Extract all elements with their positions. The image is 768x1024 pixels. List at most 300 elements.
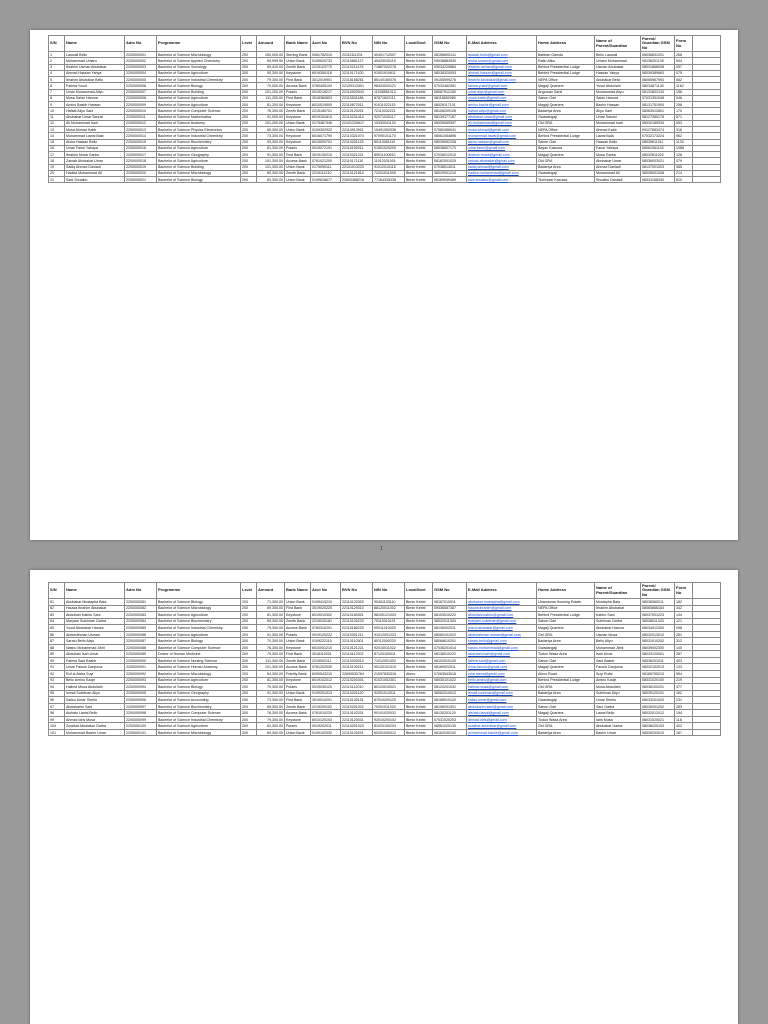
table-cell: Musa Abdullahi [595, 684, 641, 691]
email-link[interactable]: abdulkarim.sani@gmail.com [467, 703, 537, 710]
table-cell: 200 [241, 644, 257, 651]
table-cell: 4 [49, 70, 65, 76]
email-link[interactable]: yusuf.abubakar@gmail.com [467, 625, 537, 632]
table-cell: 08169549489 [433, 177, 467, 183]
table-cell: 2200000017 [125, 152, 157, 158]
table-cell: 126 [675, 152, 693, 158]
table-cell: 87871602111 [373, 95, 405, 101]
table-cell: 22110211476 [341, 64, 373, 70]
table-cell: Bachelor of Science Agriculture [157, 631, 241, 638]
table-cell: Bayan Kasuwa [537, 145, 595, 151]
table-cell: Ahmad Danladi [595, 164, 641, 170]
table-cell: Union Bank [285, 690, 311, 697]
table-cell: 2200000083 [125, 612, 157, 619]
table-cell: Birnin Kebbi [405, 612, 433, 619]
table-cell: Birnin Kebbi [405, 625, 433, 632]
email-link[interactable]: umar.faruk@gmail.com [467, 145, 537, 151]
table-cell: 22101230617 [341, 120, 373, 126]
table-cell: 231 [675, 697, 693, 704]
table-cell: Muhammad Jibril [595, 644, 641, 651]
table-cell: 88120011002 [373, 605, 405, 612]
column-header-blank [693, 583, 721, 599]
email-link[interactable]: ibrahim.musa@gmail.com [467, 152, 537, 158]
table-cell: 200 [241, 70, 257, 76]
email-link[interactable]: halima.musa@gmail.com [467, 684, 537, 691]
table-cell: 08039002300 [641, 644, 675, 651]
table-cell: 22110102201 [341, 710, 373, 717]
table-cell: 07060456041 [433, 127, 467, 133]
table-row [49, 177, 721, 183]
table-cell: 2200000087 [125, 638, 157, 645]
table-cell: Behind Presidential Lodge [537, 64, 595, 70]
table-cell: 09034229884 [433, 64, 467, 70]
table-cell: 200 [241, 703, 257, 710]
table-cell: Abdulkarim Sani [65, 703, 125, 710]
table-cell: Birnin Kebbi [405, 664, 433, 671]
table-cell: 0109222110 [311, 638, 341, 645]
table-cell: 2200000020 [125, 170, 157, 176]
table-cell: Ismail Suleiman Aliyu [65, 690, 125, 697]
column-header-blank [693, 36, 721, 52]
email-link[interactable]: abdullahi.isah@gmail.com [467, 651, 537, 658]
table-cell: Ibrahim Musa Garba [65, 152, 125, 158]
table-cell: 22110201023 [341, 723, 373, 730]
table-cell: Ali Muhammad Isah [65, 120, 125, 126]
table-cell: 200 [241, 729, 257, 736]
table-cell: 69,300.00 [257, 605, 285, 612]
email-link[interactable]: musa.ahmad@gmail.com [467, 127, 537, 133]
table-cell: 08032012012 [641, 710, 675, 717]
table-cell: 057 [675, 64, 693, 70]
column-header: Name [65, 583, 125, 599]
table-cell: Bachelor of Science Biochemistry [157, 139, 241, 145]
table-cell: Old GRA [537, 723, 595, 730]
table-cell: Yusuf Abdullahi [595, 83, 641, 89]
table-cell: 08039389663 [641, 70, 675, 76]
table-cell: Usman Abubakar [595, 64, 641, 70]
email-link[interactable]: aminu.bashir@gmail.com [467, 102, 537, 108]
table-cell: Old GRA [537, 120, 595, 126]
table-cell: Bachelor of Science Microbiology [157, 52, 241, 58]
table-cell: 71012001302 [373, 657, 405, 664]
email-link[interactable]: ismail.suleiman@gmail.com [467, 690, 537, 697]
table-cell: 08139377187 [433, 114, 467, 120]
table-cell: 200 [241, 723, 257, 730]
table-cell: 08061061192 [641, 145, 675, 151]
table-cell: 2200000002 [125, 58, 157, 64]
table-cell: 81,200.00 [257, 102, 285, 108]
email-link[interactable]: aisha.hassan@gmail.com [467, 139, 537, 145]
table-cell: 053 [675, 120, 693, 126]
table-cell: 08102010120 [433, 657, 467, 664]
table-cell: Sabon Gari [537, 657, 595, 664]
table-cell: 10491052036 [373, 127, 405, 133]
table-cell: 200 [241, 102, 257, 108]
table-cell: 64,300.00 [257, 671, 285, 678]
table-cell: Saratu Bello Aliyu [65, 638, 125, 645]
table-cell: Abubakar Umar [595, 158, 641, 164]
table-cell: 2200000101 [125, 729, 157, 736]
table-cell: Sterling Bank [285, 52, 311, 58]
document-page-1 [30, 30, 738, 552]
table-cell: 08037001223 [641, 612, 675, 619]
table-cell: 90011010320 [373, 625, 405, 632]
table-cell: 08031020100 [641, 677, 675, 684]
table-cell: 162 [675, 690, 693, 697]
table-cell: 101 [49, 729, 65, 736]
table-cell: Badariya Area [537, 638, 595, 645]
table-cell: Bachelor of Science Agriculture [157, 70, 241, 76]
table-cell: Magaji Quarters [537, 710, 595, 717]
table-cell: Bachelor of Science Physics Electronics [157, 127, 241, 133]
email-link[interactable]: lauwali.bello@gmail.com [467, 52, 537, 58]
email-link[interactable]: muhammad.bashir@gmail.com [467, 729, 537, 736]
table-cell: 200 [241, 631, 257, 638]
table-cell: 91001910611 [373, 70, 405, 76]
table-cell: 2215111210 [311, 170, 341, 176]
table-cell: Abubakar Bello [595, 77, 641, 83]
column-header: Form No [675, 583, 693, 599]
table-cell: 22110913921 [341, 127, 373, 133]
table-cell: 6019010302 [311, 612, 341, 619]
table-cell: 101,300.00 [257, 164, 285, 170]
table-cell: 200 [241, 697, 257, 704]
table-cell: 80201030012 [373, 729, 405, 736]
table-cell: Sadiq Ahmad Danladi [65, 164, 125, 170]
table-cell: 08136201139 [641, 58, 675, 64]
table-cell: 08035201202 [641, 703, 675, 710]
email-link[interactable]: ibrahim.abubakar@gmail.com [467, 77, 537, 83]
table-cell: Birnin Kebbi [405, 599, 433, 606]
table-cell: NEPA Office [537, 77, 595, 83]
table-cell: 91,300.00 [257, 690, 285, 697]
table-cell: Badariya Area [537, 690, 595, 697]
table-cell: 111,300.00 [257, 657, 285, 664]
table-cell: Birnin Kebbi [405, 114, 433, 120]
table-cell: Birnin Kebbi [405, 697, 433, 704]
table-cell: 80120010021 [373, 684, 405, 691]
email-link[interactable]: nasiru.muhammad@gmail.com [467, 644, 537, 651]
email-link[interactable]: muhammad.lawal@gmail.com [467, 133, 537, 139]
email-link[interactable]: rufai.aisha@gmail.com [467, 671, 537, 678]
table-cell: 08116692080 [433, 95, 467, 101]
column-header: Amount [257, 583, 285, 599]
table-cell: Muhammad Isah [595, 120, 641, 126]
table-cell: Saidu Haruna [595, 95, 641, 101]
table-cell: Bachelor of Science Agriculture [157, 612, 241, 619]
email-link[interactable]: fatima.yusuf@gmail.com [467, 83, 537, 89]
table-cell: Fidelity Bank [285, 671, 311, 678]
table-cell: 194 [675, 710, 693, 717]
table-cell: Ahmad Idris Musa [65, 716, 125, 723]
email-link[interactable]: aishatu.lawal@gmail.com [467, 710, 537, 717]
email-link[interactable]: hauwa.ibrahim@gmail.com [467, 605, 537, 612]
table-cell: 200 [241, 89, 257, 95]
table-cell: 08034012300 [641, 625, 675, 632]
email-link[interactable]: zulaihat.abubakar@gmail.com [467, 723, 537, 730]
table-cell: Hassan Yahya [595, 70, 641, 76]
table-cell: Bachelor of Science Microbiology [157, 605, 241, 612]
email-link[interactable]: hafsat.aliyu@gmail.com [467, 108, 537, 114]
table-cell: 2200000091 [125, 664, 157, 671]
table-cell-blank [693, 729, 721, 736]
table-cell: Polaris [285, 89, 311, 95]
table-cell: 20 [49, 170, 65, 176]
table-cell: Aisha Hassan Bello [65, 139, 125, 145]
table-cell: Polaris [285, 145, 311, 151]
table-cell: Birnin Kebbi [405, 170, 433, 176]
table-cell: 08120201032 [433, 684, 467, 691]
email-link[interactable]: umar.aliyu@gmail.com [467, 89, 537, 95]
table-cell: Zenith Bank [285, 657, 311, 664]
table-cell: Birnin Kebbi [405, 638, 433, 645]
table-cell: Sabon Gari [537, 95, 595, 101]
email-link[interactable]: hadiza.muhammad@gmail.com [467, 170, 537, 176]
table-cell: 08036631201 [641, 52, 675, 58]
table-cell: 69,300.00 [257, 618, 285, 625]
table-cell: 6090543210 [311, 671, 341, 678]
table-cell: Birnin Kebbi [405, 133, 433, 139]
table-cell: Usman Musa [595, 631, 641, 638]
table-cell: 200 [241, 139, 257, 145]
table-cell: 10 [49, 108, 65, 114]
table-cell: 2200000096 [125, 697, 157, 704]
table-cell: 2200000084 [125, 618, 157, 625]
table-cell: Umar Shehu [595, 697, 641, 704]
table-cell: 2215030181 [311, 618, 341, 625]
table-cell: 87 [49, 638, 65, 645]
table-cell: Magaji Quarters [537, 152, 595, 158]
table-cell: 08168010120 [433, 697, 467, 704]
table-cell: Magaji Quarters [537, 664, 595, 671]
table-cell: 145 [675, 644, 693, 651]
table-cell: Abubakar Mustapha Bala [65, 599, 125, 606]
email-link[interactable]: ahmad.hassan@gmail.com [467, 70, 537, 76]
table-cell: 2200000092 [125, 671, 157, 678]
table-cell: 6016071790 [311, 133, 341, 139]
table-cell: 2215002111 [311, 657, 341, 664]
table-cell: 101,200.00 [257, 120, 285, 126]
email-link[interactable]: musa.saidu@gmail.com [467, 95, 537, 101]
table-cell-blank [693, 177, 721, 183]
table-cell: Polaris [285, 723, 311, 730]
table-cell: Bachelor of Science Computer Science [157, 108, 241, 114]
table-cell: 90401103110 [373, 599, 405, 606]
table-cell: Abubakar Umar Sanusi [65, 114, 125, 120]
email-link[interactable]: ali.muhammad@gmail.com [467, 120, 537, 126]
table-cell: Birnin Kebbi [405, 58, 433, 64]
table-cell: 2200000005 [125, 77, 157, 83]
table-cell: Birnin Kebbi [405, 127, 433, 133]
column-header: Bank Name [285, 36, 311, 52]
table-cell: Bachelor of Science Mathematics [157, 114, 241, 120]
table-cell: 101,300.00 [257, 158, 285, 164]
table-cell: 22110321221 [341, 152, 373, 158]
table-cell: 6019350118 [311, 70, 341, 76]
table-cell: Birnin Kebbi [405, 690, 433, 697]
table-cell: 19 [49, 164, 65, 170]
table-cell: 12 [49, 120, 65, 126]
table-cell: Bashir Hassan [595, 102, 641, 108]
table-cell: Bashir Umar [595, 729, 641, 736]
table-cell: Bachelor of Science Industrial Chemistry [157, 77, 241, 83]
table-cell: 0109616677 [311, 177, 341, 183]
table-cell: 0175090111 [311, 164, 341, 170]
table-cell: 08033168340 [641, 177, 675, 183]
table-cell: Birnin Kebbi [405, 684, 433, 691]
email-link[interactable]: sadiq.ahmad@gmail.com [467, 164, 537, 170]
table-cell: 6 [49, 83, 65, 89]
table-cell: Bachelor of Science Biochemistry [157, 618, 241, 625]
table-cell: 07063543016 [433, 671, 467, 678]
table-cell: 2200000082 [125, 605, 157, 612]
table-cell: 101,200.00 [257, 89, 285, 95]
table-cell: 200 [241, 657, 257, 664]
table-cell: 403 [675, 657, 693, 664]
table-cell: 85140160076 [373, 77, 405, 83]
table-cell: 22110171100 [341, 70, 373, 76]
table-cell: 8 [49, 95, 65, 101]
table-cell: 200 [241, 133, 257, 139]
table-cell: Ubandoma Housing Estate [537, 599, 595, 606]
email-link[interactable]: ahmad.idris@gmail.com [467, 716, 537, 723]
table-cell: 200 [241, 625, 257, 632]
table-cell: 0019072191 [311, 145, 341, 151]
email-link[interactable]: muhd.umaru@gmail.com [467, 58, 537, 64]
table-cell: 22110120031 [341, 716, 373, 723]
table-cell: Birnin Kebbi [405, 89, 433, 95]
table-cell: 200 [241, 120, 257, 126]
table-cell: 92010011022 [373, 644, 405, 651]
table-cell: 2200000088 [125, 644, 157, 651]
table-cell: 91011022115 [373, 102, 405, 108]
table-cell: Gwadangaji [537, 644, 595, 651]
email-link[interactable]: sadi.shuaibu@gmail.com [467, 177, 537, 183]
table-cell: 2200000019 [125, 164, 157, 170]
email-link[interactable]: abdulrahman.usman@gmail.com [467, 631, 537, 638]
email-link[interactable]: fatima.sani@gmail.com [467, 657, 537, 664]
table-cell: 08067912180 [433, 89, 467, 95]
table-cell: 69,410.00 [257, 64, 285, 70]
table-cell: 98403520121 [373, 83, 405, 89]
table-cell: Faruk Yahaya [595, 145, 641, 151]
table-cell: Muhammad Lawal Bala [65, 133, 125, 139]
table-cell: 1162 [675, 83, 693, 89]
table-cell: 08063512801 [641, 108, 675, 114]
email-link[interactable]: abubakar.mustapha@gmail.com [467, 599, 537, 606]
table-cell: 11038561013 [373, 89, 405, 95]
table-cell: 200 [241, 77, 257, 83]
table-cell: 79,300.00 [257, 625, 285, 632]
table-cell: 08131802134 [641, 89, 675, 95]
table-cell: Badariya Area [537, 729, 595, 736]
table-cell: 200 [241, 618, 257, 625]
table-cell: 21097830316 [373, 671, 405, 678]
table-cell: 11 [49, 114, 65, 120]
email-link[interactable]: saratu.bello@gmail.com [467, 638, 537, 645]
email-link[interactable]: maryam.suleiman@gmail.com [467, 618, 537, 625]
table-cell: Sabon Gari [537, 618, 595, 625]
table-cell: Bachelor of Science Biology [157, 83, 241, 89]
table-cell: 22110120201 [341, 108, 373, 114]
table-cell: Suleiman Aliyu [595, 690, 641, 697]
email-link[interactable]: salisu.umar@gmail.com [467, 697, 537, 704]
table-cell: 200 [241, 177, 257, 183]
table-cell: Magaji Quarters [537, 83, 595, 89]
table-cell: 73,300.00 [257, 697, 285, 704]
table-cell: 09038884930 [433, 58, 467, 64]
table-cell: 84 [49, 618, 65, 625]
column-header: S/N [49, 583, 65, 599]
table-cell: 91501020200 [373, 145, 405, 151]
table-cell: Keystone [285, 716, 311, 723]
table-cell: Hafsat Aliyu Sani [65, 108, 125, 114]
table-cell: Bachelor of Science Building [157, 89, 241, 95]
students-table-page-2 [48, 582, 721, 736]
table-cell: 101,300.00 [257, 664, 285, 671]
table-cell: 91 [49, 664, 65, 671]
table-cell: 3012019901 [311, 77, 341, 83]
table-cell: 81,300.00 [257, 677, 285, 684]
table-cell: 182 [675, 599, 693, 606]
table-cell: Union Bank [285, 729, 311, 736]
email-link[interactable]: abdullahi.kabiru@gmail.com [467, 612, 537, 619]
table-cell: 07031391048 [641, 95, 675, 101]
table-cell: Aishatu Lawal Bello [65, 710, 125, 717]
table-cell: Umar Sanusi [595, 114, 641, 120]
table-cell: 94 [49, 684, 65, 691]
table-cell: 08031020021 [641, 716, 675, 723]
table-cell: 08169022011 [433, 664, 467, 671]
table-cell: Umar Muhammad Aliyu [65, 89, 125, 95]
table-cell: 22110171110 [341, 158, 373, 164]
column-header: Parent/ Guardian GSM No [641, 583, 675, 599]
table-cell: Bachelor of Science Building [157, 164, 241, 170]
table-cell: 283 [675, 703, 693, 710]
table-cell: Bachelor of Science Computer Science [157, 710, 241, 717]
email-link[interactable]: umar.farouk@gmail.com [467, 664, 537, 671]
table-cell: 22110130220 [341, 618, 373, 625]
table-cell: 93,300.00 [257, 139, 285, 145]
table-cell: 72110032221 [373, 108, 405, 114]
email-link[interactable]: ibrahim.usman@gmail.com [467, 64, 537, 70]
table-cell: Bachelor of Science Microbiology [157, 729, 241, 736]
table-cell: Access Bank [285, 710, 311, 717]
table-cell: 0761010220 [311, 710, 341, 717]
table-cell: 08108209106 [433, 108, 467, 114]
email-link[interactable]: abubakar.umar@gmail.com [467, 114, 537, 120]
table-cell: Magaji Quarters [537, 625, 595, 632]
table-cell: 342 [675, 605, 693, 612]
table-cell: Ahmad Hassan Yahya [65, 70, 125, 76]
table-cell: Bello Aliyu [595, 638, 641, 645]
table-cell: 79,300.00 [257, 716, 285, 723]
table-cell: NEPA Office [537, 127, 595, 133]
table-cell: 200 [241, 58, 257, 64]
table-cell: 08036020103 [641, 723, 675, 730]
table-cell: 1133 [675, 139, 693, 145]
table-cell: 87010200120 [373, 697, 405, 704]
table-cell: Old GRA [537, 684, 595, 691]
table-cell: 22690530764 [341, 671, 373, 678]
table-cell: 6010120103 [311, 716, 341, 723]
table-cell: 5 [49, 77, 65, 83]
table-cell: 08167010011 [433, 599, 467, 606]
email-link[interactable]: zainab.abubakar@gmail.com [467, 158, 537, 164]
table-cell: 83 [49, 612, 65, 619]
email-link[interactable]: bello.aminu@gmail.com [467, 677, 537, 684]
table-cell: 7 [49, 89, 65, 95]
